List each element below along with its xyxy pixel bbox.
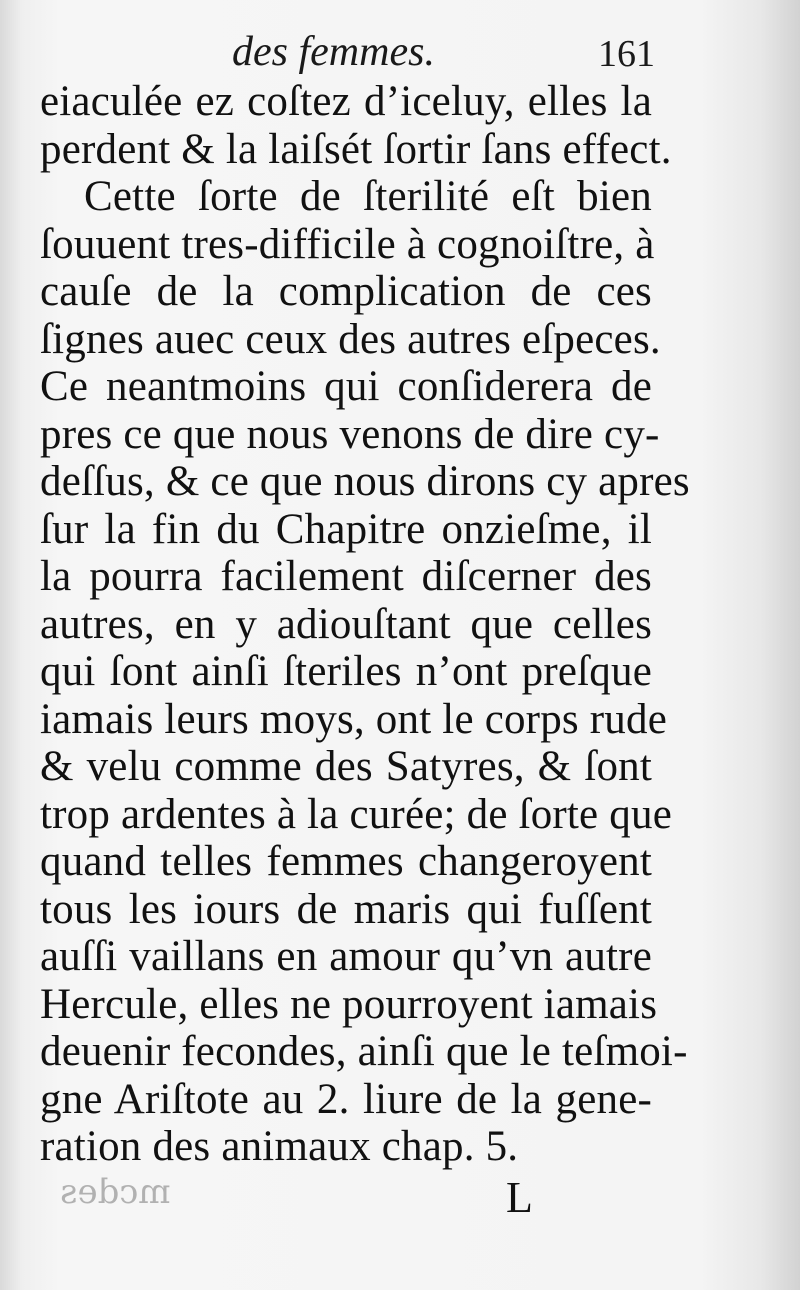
text-line: perdent & la laiſsét ſortir ſans effect. bbox=[40, 125, 672, 173]
text-line: & velu comme des Satyres, & ſont bbox=[40, 743, 652, 790]
text-line: autres, en y adiouſtant que celles bbox=[40, 600, 652, 648]
running-title: des femmes. bbox=[232, 29, 435, 75]
text-line: deſſus, & ce que nous dirons cy apres bbox=[40, 458, 690, 505]
text-line: cauſe de la complication de ces bbox=[40, 268, 652, 315]
body-text bbox=[40, 78, 690, 1171]
text-line: Cette ſorte de ſterilité eſt bien bbox=[84, 173, 652, 220]
text-line: ſouuent tres-difficile à cognoiſtre, à bbox=[40, 220, 655, 268]
page-number: 161 bbox=[598, 33, 655, 75]
text-line: tous les iours de maris qui fuſſent bbox=[40, 885, 652, 933]
text-line: trop ardentes à la curée; de ſorte que bbox=[40, 790, 672, 838]
text-line: pres ce que nous venons de dire cy- bbox=[40, 410, 660, 458]
text-line: eiaculée ez coſtez d’iceluy, elles la bbox=[40, 78, 652, 125]
text-line: ſur la fin du Chapitre onzieſme, il bbox=[40, 505, 652, 553]
signature-mark: L bbox=[506, 1173, 533, 1222]
show-through-catchword: mcdes bbox=[60, 1172, 171, 1212]
text-line: Hercule, elles ne pourroyent iamais bbox=[40, 980, 658, 1028]
text-line: la pourra facilement diſcerner des bbox=[40, 553, 652, 600]
text-line: gne Ariſtote au 2. liure de la gene- bbox=[40, 1075, 652, 1123]
text-line: quand telles femmes changeroyent bbox=[40, 838, 652, 885]
text-line: deuenir fecondes, ainſi que le teſmoi- bbox=[40, 1028, 688, 1075]
running-head bbox=[0, 28, 800, 78]
text-line: auſſi vaillans en amour qu’vn autre bbox=[40, 933, 652, 980]
text-line: ſignes auec ceux des autres eſpeces. bbox=[40, 315, 661, 363]
text-line: Ce neantmoins qui conſiderera de bbox=[40, 363, 652, 410]
text-line: qui ſont ainſi ſteriles n’ont preſque bbox=[40, 648, 652, 695]
text-line: ration des animaux chap. 5. bbox=[40, 1123, 519, 1170]
text-line: iamais leurs moys, ont le corps rude bbox=[40, 695, 667, 743]
